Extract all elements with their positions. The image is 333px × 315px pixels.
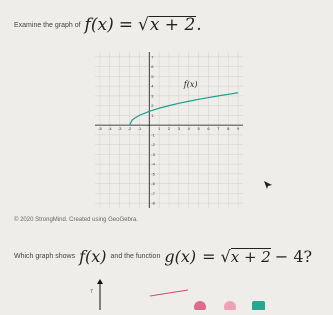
x-tick-label: 1 <box>158 126 161 132</box>
y-tick-label: -5 <box>151 171 155 177</box>
x-tick-label: 9 <box>236 126 240 132</box>
q2-suffix: − 4? <box>274 246 313 266</box>
x-tick-label: -2 <box>127 126 132 132</box>
y-tick-label: 2 <box>151 103 154 109</box>
y-tick-label: 5 <box>151 73 154 79</box>
paren-close: ) <box>107 15 114 35</box>
x-tick-label: -4 <box>108 126 112 132</box>
y-tick-label: -8 <box>151 200 155 206</box>
func-var: x <box>97 15 108 35</box>
x-tick-label: -5 <box>98 126 102 132</box>
answer-choice-icon <box>224 301 236 310</box>
y-tick-label: -7 <box>151 190 155 196</box>
y-tick-label: -3 <box>151 151 155 157</box>
function-graph <box>95 52 243 208</box>
q2-sqrt-sign: √ <box>220 246 231 266</box>
answer-preview <box>60 276 310 310</box>
y-tick-label: -6 <box>151 181 155 187</box>
x-tick-label: 3 <box>177 126 180 132</box>
x-tick-label: 8 <box>227 126 230 132</box>
q2-prefix: Which graph shows <box>14 252 76 260</box>
func-name: f <box>84 15 91 35</box>
question-header <box>14 14 202 36</box>
x-tick-label: 2 <box>167 126 171 132</box>
answer-choice-icon <box>194 301 206 310</box>
q2-middle: and the function <box>110 252 161 260</box>
x-tick-label: -3 <box>117 126 122 132</box>
cursor-icon <box>263 180 273 190</box>
equals-sign: = <box>118 15 133 35</box>
curve-label: f(x) <box>183 80 198 90</box>
answer-choice-icon <box>252 301 265 310</box>
question-two <box>14 245 312 267</box>
y-tick-label: 1 <box>151 112 154 118</box>
sqrt-sign: √ <box>137 15 149 35</box>
question-prefix: Examine the graph of <box>14 21 81 29</box>
y-tick-label: 4 <box>151 83 154 89</box>
y-tick-label: 7 <box>151 54 154 60</box>
x-tick-label: 7 <box>217 126 220 132</box>
q2-f-expr: f(x) <box>79 246 107 266</box>
answer-area[interactable] <box>60 276 310 310</box>
q2-equals: = <box>202 246 216 266</box>
period: . <box>196 15 202 35</box>
answer-line <box>150 290 188 296</box>
radicand: x + 2 <box>149 15 196 35</box>
x-tick-label: 4 <box>187 126 190 132</box>
f-curve <box>130 93 239 125</box>
x-tick-label: -1 <box>137 126 142 132</box>
credit-text: © 2020 StrongMind. Created using GeoGebra. <box>14 217 138 223</box>
x-tick-label: 6 <box>207 126 210 132</box>
answer-axis-label: 7 <box>90 289 93 295</box>
q2-radicand: x + 2 <box>230 247 271 266</box>
y-tick-label: 3 <box>151 93 154 99</box>
question-formula <box>85 15 202 35</box>
arrow-up-icon <box>97 279 103 284</box>
x-tick-label: 5 <box>197 126 200 132</box>
q2-g-expr: g(x) <box>164 246 197 266</box>
y-tick-label: -1 <box>151 132 155 138</box>
y-tick-label: 6 <box>151 64 154 70</box>
y-tick-label: -4 <box>151 161 155 167</box>
y-tick-label: -2 <box>151 142 155 148</box>
paren-open: ( <box>90 15 98 35</box>
